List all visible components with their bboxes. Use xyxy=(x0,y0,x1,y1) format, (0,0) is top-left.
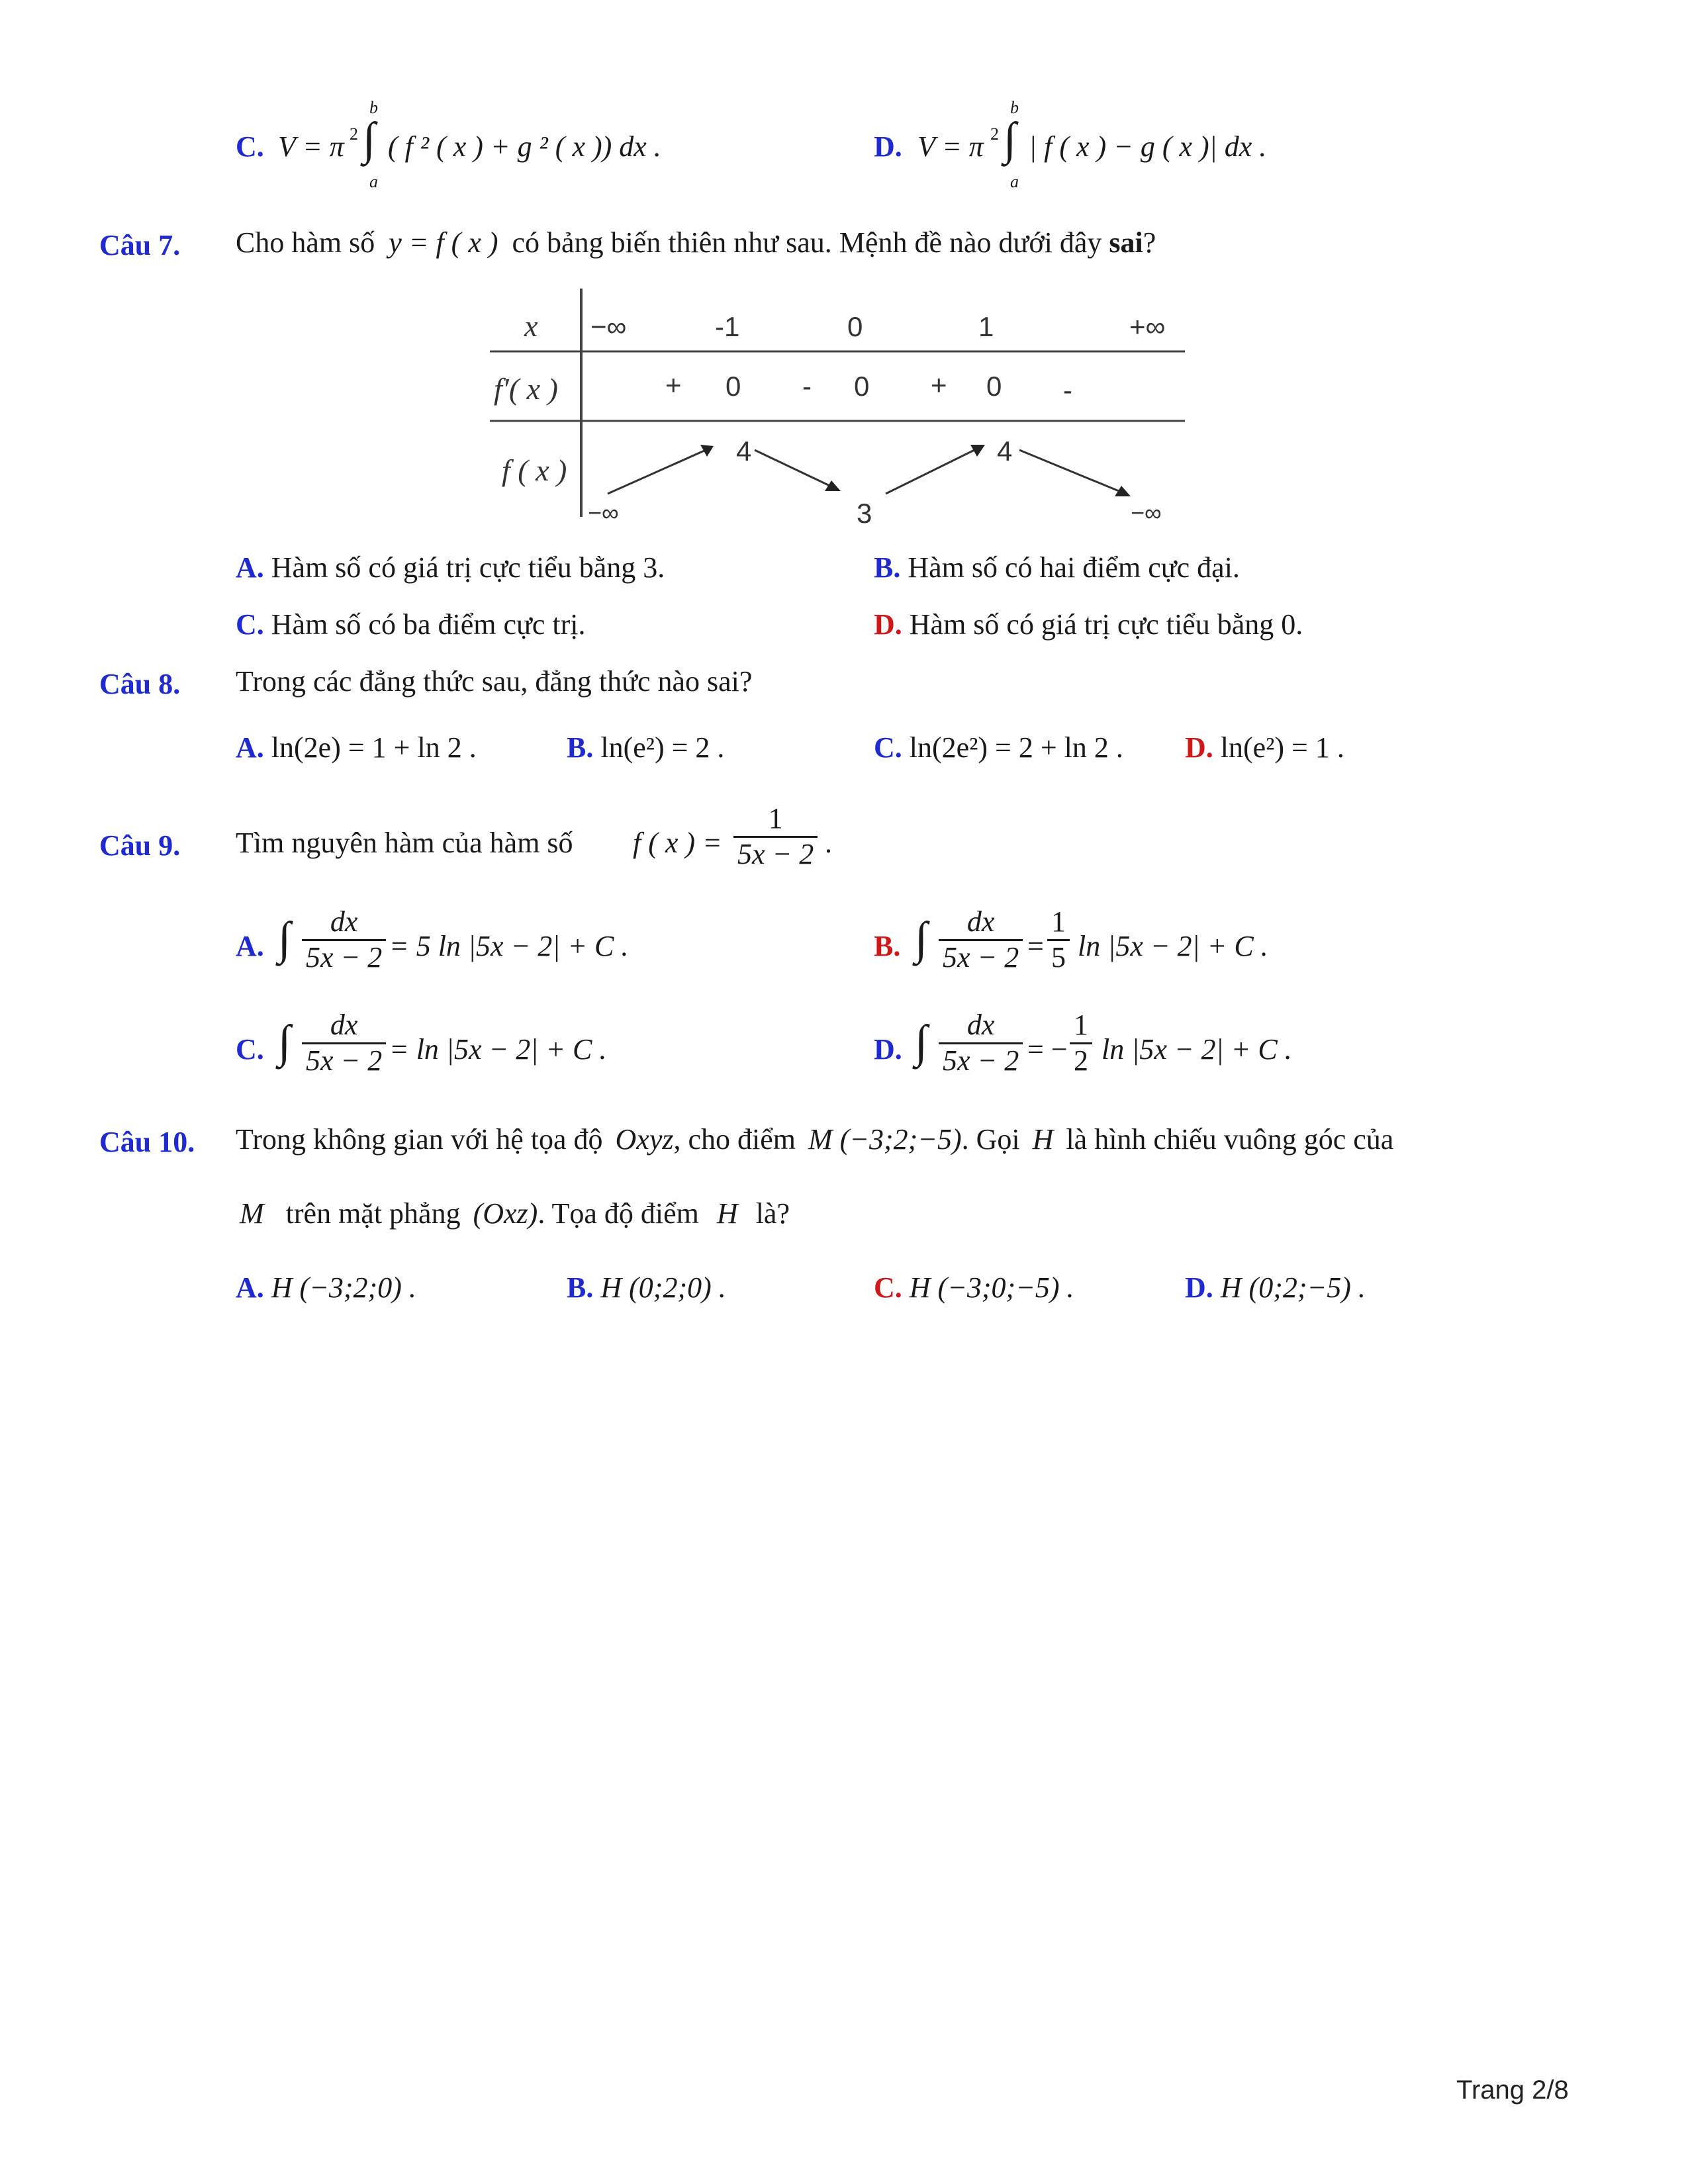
fraction-numerator: dx xyxy=(302,1009,386,1044)
option-label: A. xyxy=(236,930,264,962)
f-value: 4 xyxy=(997,435,1013,467)
fprime-value: 0 xyxy=(854,371,870,402)
q10-text: trên mặt phẳng xyxy=(285,1197,461,1230)
fraction-numerator: 1 xyxy=(1047,905,1070,941)
q7-label: Câu 7. xyxy=(99,229,181,261)
coefficient-fraction xyxy=(1047,905,1070,974)
q8-option-a xyxy=(236,733,477,762)
option-label: A. xyxy=(236,731,264,764)
q10-option-a xyxy=(236,1273,416,1302)
upper-limit: b xyxy=(369,98,378,117)
q10-stem-line2 xyxy=(240,1199,790,1228)
integrand: | f ( x ) − g ( x )| dx . xyxy=(1029,130,1267,163)
q10-text: là hình chiếu vuông góc của xyxy=(1066,1123,1394,1156)
option-text: ln(2e) = 1 + ln 2 . xyxy=(271,731,477,764)
option-label: C. xyxy=(874,731,902,764)
integrand-fraction xyxy=(302,905,386,974)
option-label: C. xyxy=(236,130,264,163)
x-value: -1 xyxy=(715,311,740,342)
arrow-down-2 xyxy=(1019,450,1125,494)
option-rhs-pre: = − xyxy=(1027,1033,1068,1066)
option-label: D. xyxy=(874,1033,902,1066)
q10-m: M xyxy=(240,1197,264,1230)
q9-fraction xyxy=(733,802,818,871)
q7-text-before: Cho hàm số xyxy=(236,226,375,259)
x-value: +∞ xyxy=(1129,311,1166,342)
q9-func: f ( x ) = xyxy=(633,827,722,859)
q7-bold-word: sai xyxy=(1109,226,1143,259)
q10-h: H xyxy=(716,1197,738,1230)
option-label: C. xyxy=(874,1271,902,1304)
integral-sign: ∫ xyxy=(915,913,928,964)
x-value: 1 xyxy=(978,311,994,342)
q7-end: ? xyxy=(1143,226,1156,259)
q10-h: H xyxy=(1032,1123,1054,1156)
q8-label: Câu 8. xyxy=(99,668,181,700)
q10-stem-line1 xyxy=(236,1125,1393,1154)
q10-text: . Gọi xyxy=(961,1123,1020,1156)
row-header-fprime: f′( x ) xyxy=(494,372,558,406)
x-value: −∞ xyxy=(590,311,627,342)
integrand-fraction xyxy=(302,1009,386,1077)
integral-sign: ∫ xyxy=(363,114,376,165)
option-rhs-pre: = xyxy=(1027,930,1044,962)
option-text: ln(e²) = 1 . xyxy=(1220,731,1344,764)
fraction-denominator: 5x − 2 xyxy=(943,1044,1019,1077)
upper-limit: b xyxy=(1010,98,1019,117)
volume-prefix: V = π xyxy=(917,130,984,163)
q8-option-d xyxy=(1185,733,1344,762)
option-text: H (−3;2;0) . xyxy=(271,1271,416,1304)
fraction-numerator: 1 xyxy=(733,802,818,838)
fprime-value: + xyxy=(665,369,682,400)
integrand-fraction xyxy=(939,1009,1023,1077)
q7-option-c xyxy=(236,610,585,639)
option-text: H (0;2;0) . xyxy=(600,1271,726,1304)
volume-prefix: V = π xyxy=(278,130,344,163)
option-label: D. xyxy=(874,130,902,163)
option-text: Hàm số có giá trị cực tiểu bằng 3. xyxy=(271,551,665,584)
option-rhs: = ln |5x − 2| + C . xyxy=(389,1033,607,1066)
fraction-numerator: dx xyxy=(302,905,386,941)
option-label: D. xyxy=(874,608,902,641)
q10-option-b xyxy=(567,1273,726,1302)
option-label: A. xyxy=(236,551,264,584)
q10-text: . Tọa độ điểm xyxy=(538,1197,699,1230)
x-value: 0 xyxy=(847,311,863,342)
coefficient-fraction xyxy=(1070,1009,1092,1077)
fraction-denominator: 5x − 2 xyxy=(943,940,1019,974)
fprime-value: - xyxy=(1063,375,1072,406)
q10-option-d xyxy=(1185,1273,1366,1302)
q10-text: Trong không gian với hệ tọa độ xyxy=(236,1123,603,1156)
f-value: −∞ xyxy=(588,499,619,526)
option-label: D. xyxy=(1185,1271,1213,1304)
option-label: B. xyxy=(874,930,901,962)
option-text: ln(e²) = 2 . xyxy=(600,731,725,764)
option-text: ln(2e²) = 2 + ln 2 . xyxy=(909,731,1123,764)
q8-option-c xyxy=(874,733,1123,762)
option-rhs: ln |5x − 2| + C . xyxy=(1078,930,1268,962)
q10-text: là? xyxy=(755,1197,790,1230)
integral-sign: ∫ xyxy=(278,1017,291,1068)
option-text: Hàm số có giá trị cực tiểu bằng 0. xyxy=(909,608,1303,641)
integral-sign: ∫ xyxy=(915,1017,928,1068)
arrow-down-1 xyxy=(755,450,835,488)
q9-end: . xyxy=(825,827,832,859)
option-text: H (0;2;−5) . xyxy=(1220,1271,1366,1304)
q8-stem: Trong các đẳng thức sau, đẳng thức nào sai? xyxy=(236,665,753,698)
q10-plane: (Oxz) xyxy=(473,1197,538,1230)
row-header-f: f ( x ) xyxy=(502,453,567,487)
q7-option-a xyxy=(236,553,665,582)
fraction-numerator: dx xyxy=(939,905,1023,941)
fraction-numerator: dx xyxy=(939,1009,1023,1044)
f-value: 3 xyxy=(857,498,872,529)
integral-sign: ∫ xyxy=(1004,114,1017,165)
option-label: B. xyxy=(567,731,594,764)
option-rhs: = 5 ln |5x − 2| + C . xyxy=(389,930,629,962)
pi-exponent: 2 xyxy=(990,124,999,144)
row-header-x: x xyxy=(524,309,538,343)
pi-exponent: 2 xyxy=(350,124,358,144)
option-label: B. xyxy=(567,1271,594,1304)
option-text: Hàm số có ba điểm cực trị. xyxy=(271,608,586,641)
option-label: B. xyxy=(874,551,901,584)
option-label: C. xyxy=(236,1033,264,1066)
fraction-denominator: 5x − 2 xyxy=(737,837,814,870)
q10-label: Câu 10. xyxy=(99,1126,195,1158)
q9-text: Tìm nguyên hàm của hàm số xyxy=(236,827,573,859)
option-text: Hàm số có hai điểm cực đại. xyxy=(908,551,1240,584)
option-label: D. xyxy=(1185,731,1213,764)
page-number: Trang 2/8 xyxy=(1456,2075,1569,2105)
integrand: ( f ² ( x ) + g ² ( x )) dx . xyxy=(388,130,661,163)
lower-limit: a xyxy=(369,172,378,191)
fprime-value: 0 xyxy=(726,371,741,402)
arrow-up-2 xyxy=(886,447,980,494)
fraction-denominator: 5x − 2 xyxy=(306,1044,383,1077)
q10-system: Oxyz xyxy=(615,1123,674,1156)
fprime-value: - xyxy=(802,371,812,402)
fraction-denominator: 2 xyxy=(1074,1044,1088,1077)
f-value: 4 xyxy=(736,435,752,467)
fraction-denominator: 5x − 2 xyxy=(306,940,383,974)
q7-func: y = f ( x ) xyxy=(389,226,498,259)
fprime-value: + xyxy=(931,369,947,400)
lower-limit: a xyxy=(1010,172,1019,191)
q7-text-after: có bảng biến thiên như sau. Mệnh đề nào dưới đây xyxy=(512,226,1102,259)
variation-table xyxy=(490,289,1192,527)
option-rhs: ln |5x − 2| + C . xyxy=(1102,1033,1292,1066)
q10-option-c xyxy=(874,1273,1074,1302)
option-label: C. xyxy=(236,608,264,641)
q9-label: Câu 9. xyxy=(99,829,181,862)
fraction-denominator: 5 xyxy=(1051,940,1066,974)
q7-option-d xyxy=(874,610,1303,639)
fraction-numerator: 1 xyxy=(1070,1009,1092,1044)
q8-option-b xyxy=(567,733,724,762)
q10-text: , cho điểm xyxy=(673,1123,796,1156)
option-text: H (−3;0;−5) . xyxy=(909,1271,1074,1304)
integral-sign: ∫ xyxy=(278,913,291,964)
q7-stem xyxy=(236,228,1156,257)
arrow-up-1 xyxy=(608,447,712,494)
integrand-fraction xyxy=(939,905,1023,974)
fprime-value: 0 xyxy=(986,371,1002,402)
option-label: A. xyxy=(236,1271,264,1304)
q7-option-b xyxy=(874,553,1240,582)
q10-point: M (−3;2;−5) xyxy=(808,1123,962,1156)
f-value: −∞ xyxy=(1131,499,1162,526)
arrow-head-down-1 xyxy=(825,480,841,491)
